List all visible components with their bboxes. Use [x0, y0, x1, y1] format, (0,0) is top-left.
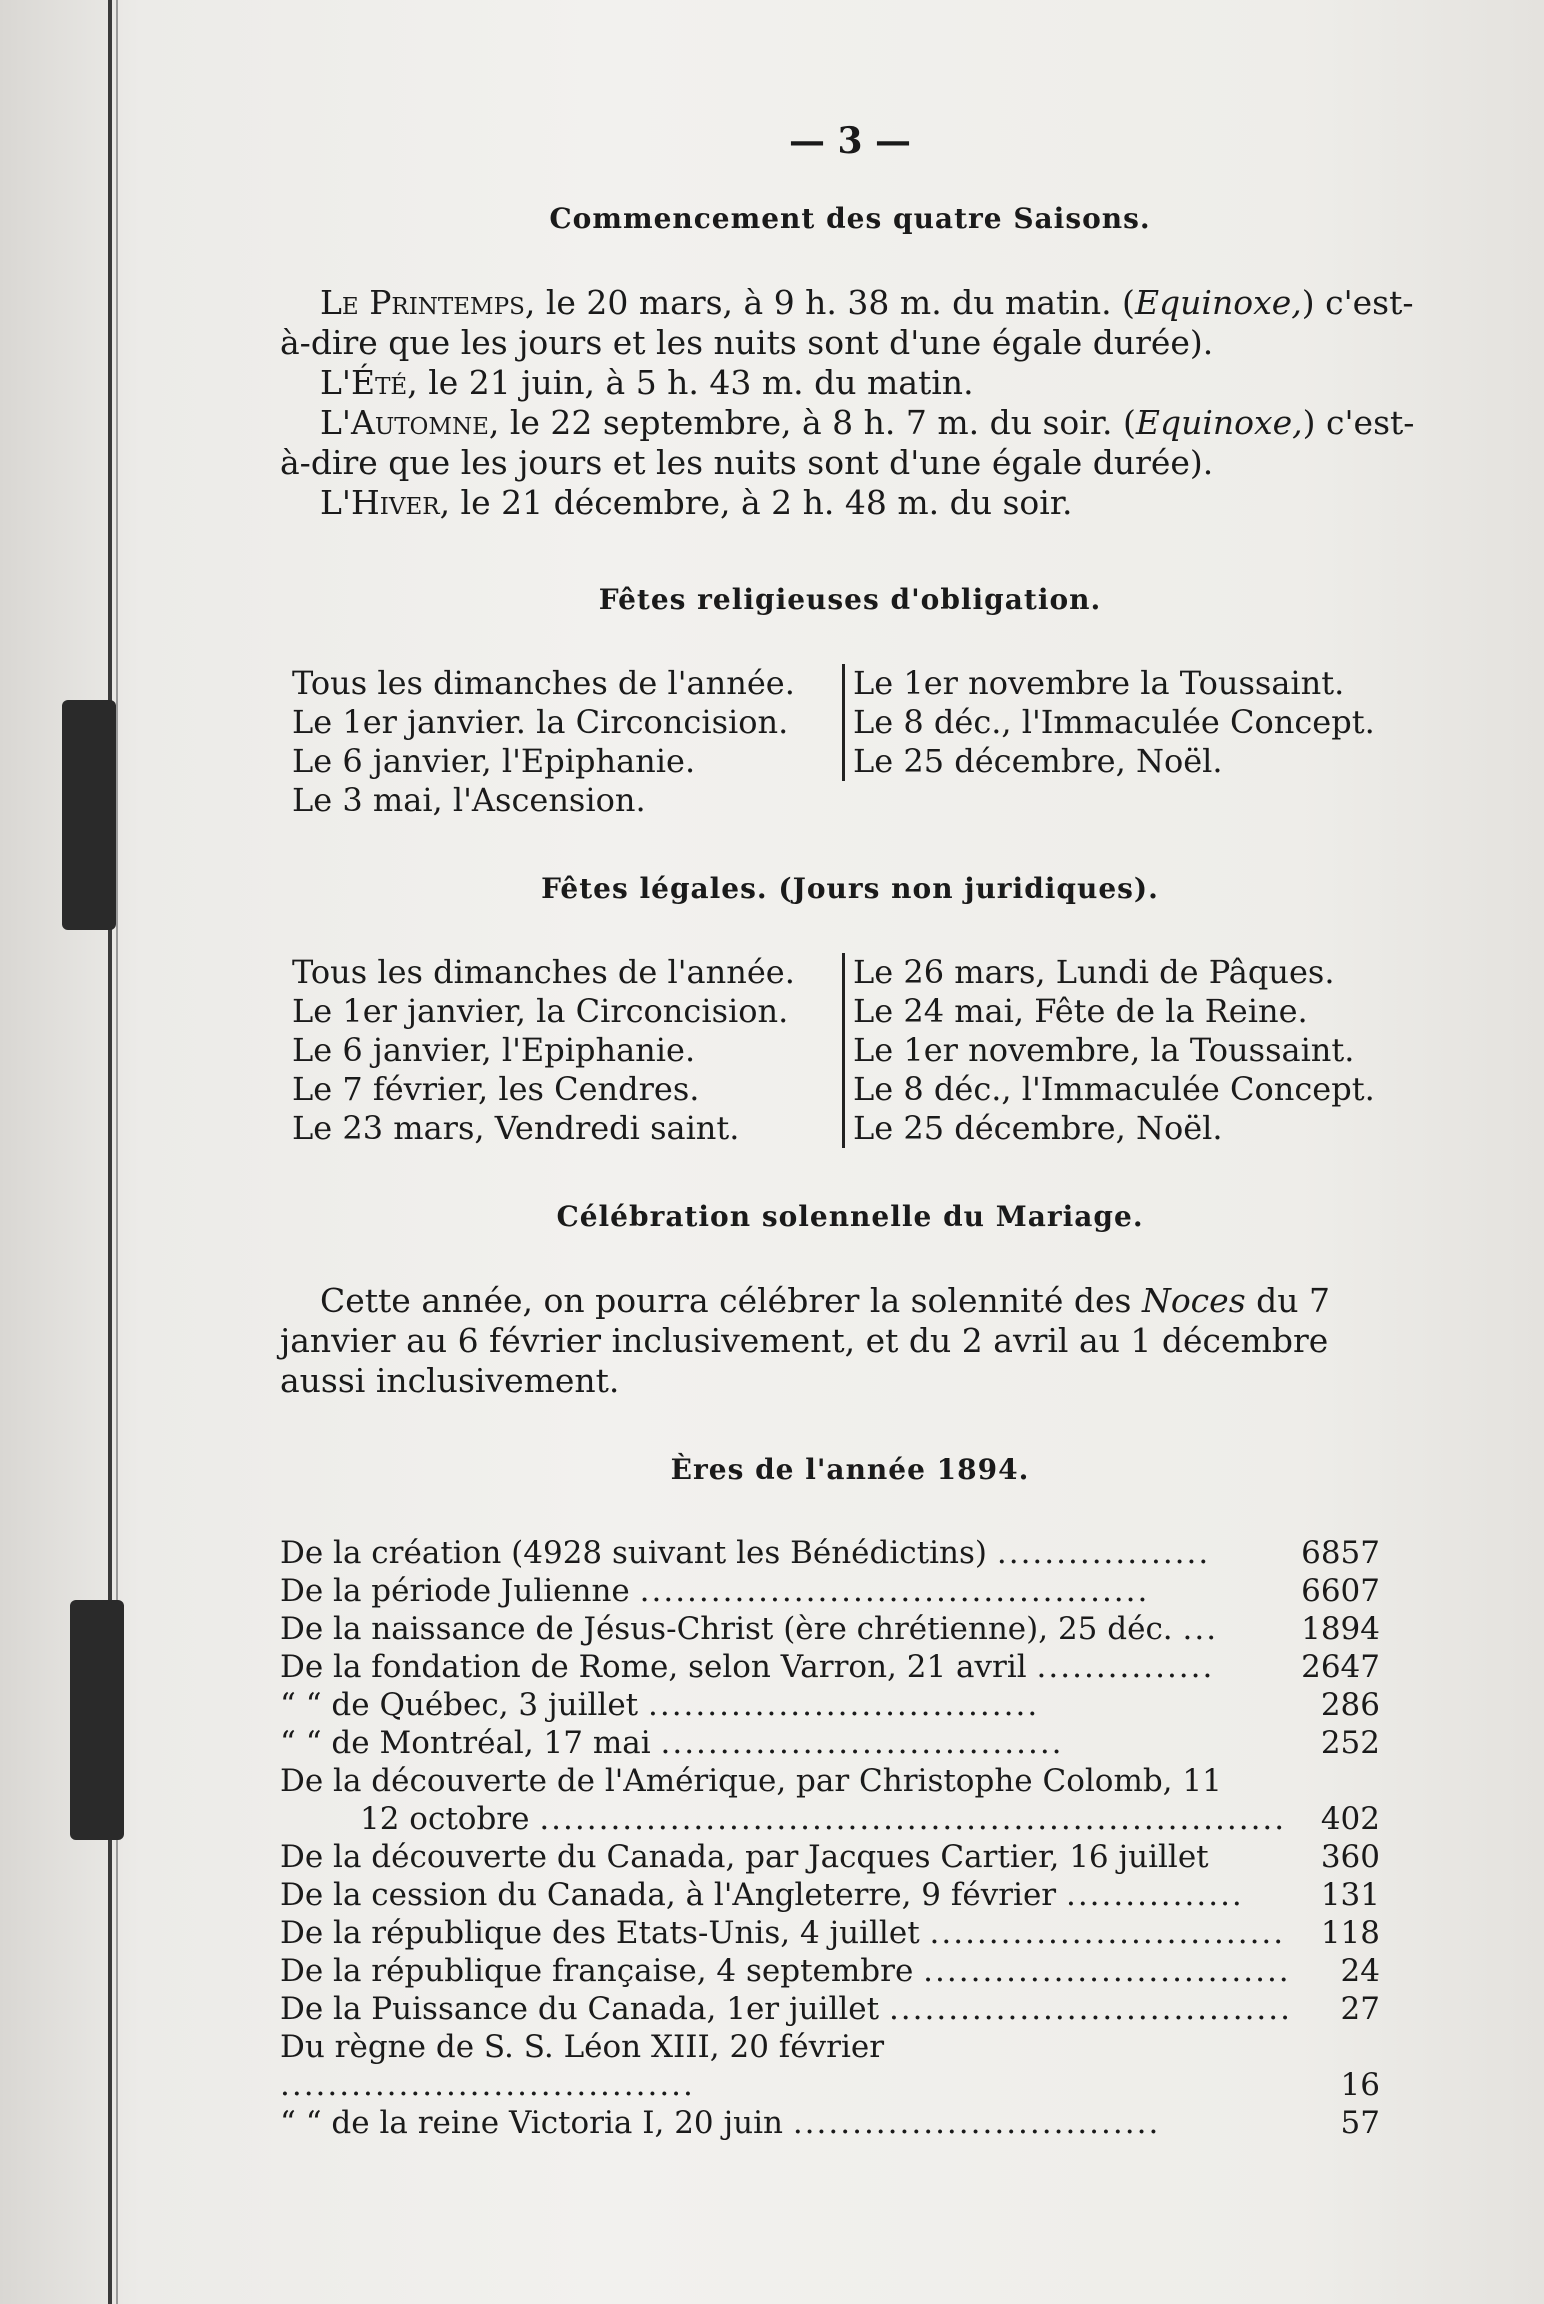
table-row — [280, 1914, 1380, 1952]
printemps-tail: ) c'est-à-dire que les jours et les nuits sont d'une égale durée). — [280, 283, 1414, 362]
legales-columns — [292, 953, 1420, 1148]
era-leader-dots: .................................. — [660, 1725, 1064, 1761]
legales-right-item: Le 25 décembre, Noël. — [853, 1109, 1223, 1147]
era-leader-dots: ................................. — [648, 1687, 1040, 1723]
religieuses-right-item: Le 1er novembre la Toussaint. — [853, 664, 1345, 702]
printemps-line — [280, 283, 1420, 363]
era-label: De la découverte du Canada, par Jacques Cartier, 16 juillet — [280, 1839, 1209, 1875]
era-label: De la découverte de l'Amérique, par Christophe Colomb, 11 — [280, 1763, 1222, 1799]
era-label-cell — [280, 1762, 1293, 1800]
religieuses-left-item: Le 6 janvier, l'Epiphanie. — [292, 742, 696, 780]
era-value: 27 — [1340, 1991, 1380, 2027]
era-leader-dots: ............................... — [792, 2105, 1161, 2141]
era-leader-dots: ............... — [1036, 1649, 1215, 1685]
era-label-cell — [280, 1800, 1293, 1838]
era-label-cell — [280, 1990, 1293, 2028]
era-value — [1293, 1762, 1380, 1800]
printemps-equinoxe: Equinoxe, — [1134, 283, 1302, 322]
religieuses-left-item: Tous les dimanches de l'année. — [292, 664, 795, 702]
era-label-cell — [280, 1724, 1293, 1762]
era-leader-dots: .................. — [996, 1535, 1211, 1571]
legales-left-item: Le 1er janvier, la Circoncision. — [292, 992, 789, 1030]
legales-title: Fêtes légales. (Jours non juridiques). — [541, 872, 1159, 905]
religieuses-left-item: Le 3 mai, l'Ascension. — [292, 781, 646, 819]
era-value: 360 — [1320, 1839, 1380, 1875]
era-label-cell — [280, 1914, 1293, 1952]
era-value: 16 — [1340, 2067, 1380, 2103]
religieuses-left-item: Le 1er janvier. la Circoncision. — [292, 703, 789, 741]
era-value: 402 — [1320, 1801, 1380, 1837]
era-label: De la république française, 4 septembre — [280, 1953, 914, 1989]
automne-text: , le 22 septembre, à 8 h. 7 m. du soir. ( — [488, 403, 1136, 442]
eres-table-body — [280, 1534, 1380, 2142]
legales-left — [292, 953, 842, 1148]
automne-equinoxe: Equinoxe, — [1135, 403, 1303, 442]
era-label-cell — [280, 1838, 1293, 1876]
hiver-text: , le 21 décembre, à 2 h. 48 m. du soir. — [439, 483, 1073, 522]
page-number: — 3 — — [788, 120, 912, 162]
legales-left-item: Le 6 janvier, l'Epiphanie. — [292, 1031, 696, 1069]
table-row — [280, 1876, 1380, 1914]
table-row — [280, 2028, 1380, 2104]
era-label: De la cession du Canada, à l'Angleterre, 9 février — [280, 1877, 1057, 1913]
era-leader-dots: .............................. — [929, 1915, 1286, 1951]
legales-right — [842, 953, 1375, 1148]
era-value: 2647 — [1301, 1649, 1380, 1685]
mariage-paragraph — [280, 1281, 1420, 1401]
mariage-noces: Noces — [1141, 1281, 1246, 1320]
era-label-cell — [280, 2104, 1293, 2142]
era-label-cell — [280, 1952, 1293, 1990]
era-label: De la période Julienne — [280, 1573, 630, 1609]
era-value: 131 — [1320, 1877, 1380, 1913]
era-leader-dots: ............................... — [923, 1953, 1291, 1989]
era-label: De la république des Etats-Unis, 4 juillet — [280, 1915, 920, 1951]
era-label: De la fondation de Rome, selon Varron, 21 avril — [280, 1649, 1027, 1685]
legales-right-item: Le 26 mars, Lundi de Pâques. — [853, 953, 1335, 991]
era-label: “ “ de Montréal, 17 mai — [280, 1725, 651, 1761]
saisons-title: Commencement des quatre Saisons. — [549, 202, 1151, 235]
era-value: 1894 — [1301, 1611, 1380, 1647]
era-label: “ “ de la reine Victoria I, 20 juin — [280, 2105, 783, 2141]
saisons-text — [280, 283, 1420, 523]
table-row — [280, 1762, 1380, 1800]
legales-right-item: Le 24 mai, Fête de la Reine. — [853, 992, 1308, 1030]
page-content — [280, 120, 1420, 2142]
table-row — [280, 2104, 1380, 2142]
era-label: “ “ de Québec, 3 juillet — [280, 1687, 639, 1723]
religieuses-right — [842, 664, 1375, 781]
era-value: 6607 — [1301, 1573, 1380, 1609]
table-row — [280, 1800, 1380, 1838]
religieuses-left — [292, 664, 842, 820]
era-leader-dots: .................................. — [888, 1991, 1292, 2027]
religieuses-right-item: Le 8 déc., l'Immaculée Concept. — [853, 703, 1375, 741]
era-value: 6857 — [1301, 1535, 1380, 1571]
era-leader-dots: ... — [1182, 1611, 1219, 1647]
ete-line — [280, 363, 1420, 403]
ete-name: L'Été — [320, 363, 408, 402]
era-label-cell — [280, 1572, 1293, 1610]
religieuses-columns — [292, 664, 1420, 820]
printemps-name: Le Printemps — [320, 283, 525, 322]
mariage-text-a: Cette année, on pourra célébrer la solennité des — [320, 1281, 1142, 1320]
era-label: Du règne de S. S. Léon XIII, 20 février — [280, 2029, 885, 2065]
automne-line — [280, 403, 1420, 483]
era-label: De la naissance de Jésus-Christ (ère chrétienne), 25 déc. — [280, 1611, 1173, 1647]
ete-text: , le 21 juin, à 5 h. 43 m. du matin. — [407, 363, 974, 402]
automne-tail: ) c'est-à-dire que les jours et les nuits sont d'une égale durée). — [280, 403, 1415, 482]
era-label: De la Puissance du Canada, 1er juillet — [280, 1991, 880, 2027]
religieuses-title: Fêtes religieuses d'obligation. — [598, 583, 1102, 616]
eres-table — [280, 1534, 1380, 2142]
era-leader-dots: ........................................... — [639, 1573, 1150, 1609]
era-label-cell — [280, 1534, 1293, 1572]
table-row — [280, 1990, 1380, 2028]
hiver-line — [280, 483, 1420, 523]
binding-stain-top — [62, 700, 116, 930]
era-value: 118 — [1320, 1915, 1380, 1951]
table-row — [280, 1534, 1380, 1572]
era-leader-dots: ............................................................... — [539, 1801, 1287, 1837]
table-row — [280, 1838, 1380, 1876]
era-label-cell — [280, 1610, 1293, 1648]
table-row — [280, 1952, 1380, 1990]
era-label-cell — [280, 1648, 1293, 1686]
table-row — [280, 1686, 1380, 1724]
hiver-name: L'Hiver — [320, 483, 440, 522]
mariage-text-b: du 7 janvier au 6 février inclusivement, et du 2 avril au 1 décembre aussi inclusivement. — [280, 1281, 1330, 1400]
binding-edge-shadow — [116, 0, 118, 2304]
table-row — [280, 1724, 1380, 1762]
religieuses-right-item: Le 25 décembre, Noël. — [853, 742, 1223, 780]
era-leader-dots: ................................... — [280, 2067, 695, 2103]
era-label-cell — [280, 1876, 1293, 1914]
table-row — [280, 1572, 1380, 1610]
automne-name: L'Automne — [320, 403, 489, 442]
printemps-text: , le 20 mars, à 9 h. 38 m. du matin. ( — [524, 283, 1135, 322]
era-value: 252 — [1320, 1725, 1380, 1761]
legales-left-item: Le 23 mars, Vendredi saint. — [292, 1109, 740, 1147]
binding-stain-bottom — [70, 1600, 124, 1840]
era-label-cell — [280, 2028, 1293, 2104]
era-leader-dots: ............... — [1065, 1877, 1244, 1913]
era-label: 12 octobre — [360, 1801, 530, 1837]
era-value: 24 — [1340, 1953, 1380, 1989]
table-row — [280, 1648, 1380, 1686]
table-row — [280, 1610, 1380, 1648]
eres-title: Ères de l'année 1894. — [670, 1453, 1030, 1486]
legales-right-item: Le 8 déc., l'Immaculée Concept. — [853, 1070, 1375, 1108]
era-label-cell — [280, 1686, 1293, 1724]
era-value: 286 — [1320, 1687, 1380, 1723]
binding-edge — [108, 0, 112, 2304]
legales-right-item: Le 1er novembre, la Toussaint. — [853, 1031, 1355, 1069]
era-label: De la création (4928 suivant les Bénédictins) — [280, 1535, 987, 1571]
legales-left-item: Tous les dimanches de l'année. — [292, 953, 795, 991]
legales-left-item: Le 7 février, les Cendres. — [292, 1070, 700, 1108]
mariage-title: Célébration solennelle du Mariage. — [556, 1200, 1144, 1233]
era-value: 57 — [1340, 2105, 1380, 2141]
mariage-text — [280, 1281, 1420, 1401]
